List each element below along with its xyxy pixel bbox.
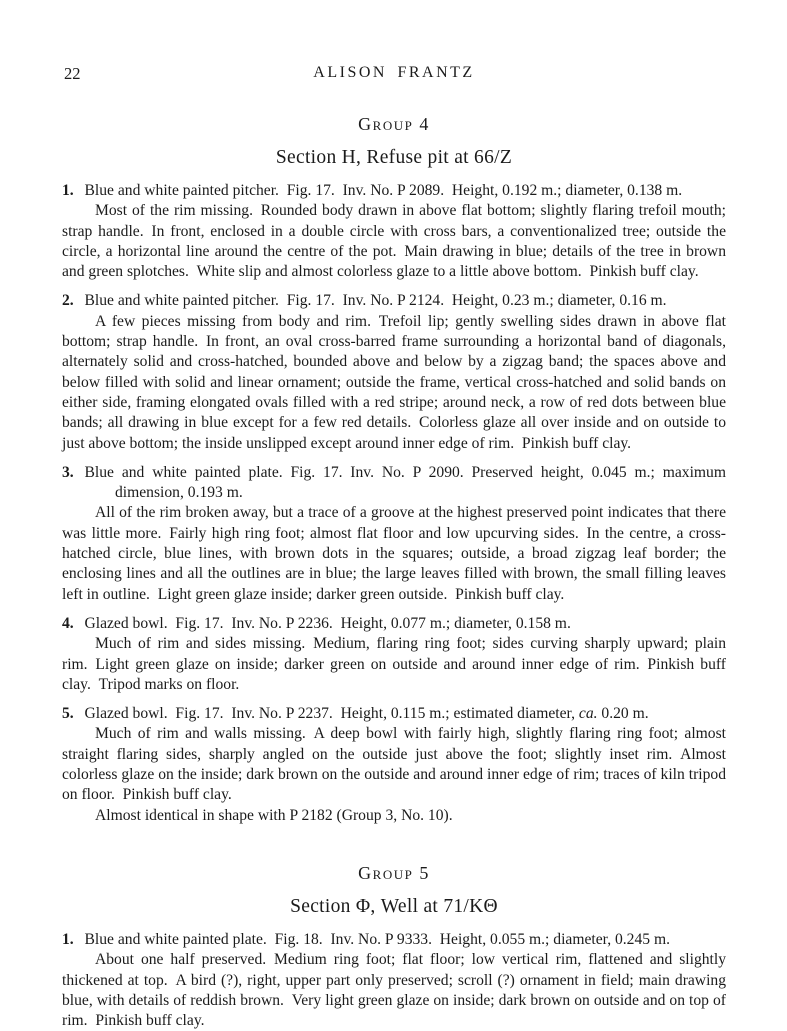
item-number: 3.	[62, 463, 82, 481]
item-heading	[62, 930, 726, 950]
item-number: 1.	[62, 182, 82, 199]
section-heading: Section Φ, Well at 71/KΘ	[290, 895, 498, 917]
catalog-item	[62, 463, 726, 605]
group-section	[62, 863, 726, 1031]
item-paragraph: All of the rim broken away, but a trace of a groove at the highest preserved point indicates that there was little more. Fairly high ring foot; almost flat floor and low upcurving sides. In the centre, a cross-hatched circle, blue lines, with brown dots in the squares; outside, a broad zigzag leaf border; the enclosing lines and all the outlines are in blue; the large leaves filled with brown, the small filling leaves left in outline. Light green glaze inside; darker green outside. Pinkish buff clay.	[62, 504, 726, 603]
catalog-item	[62, 930, 726, 1031]
item-heading-italic: ca.	[578, 705, 598, 723]
item-heading	[62, 463, 726, 504]
item-paragraph: Almost identical in shape with P 2182 (Group 3, No. 10).	[95, 806, 453, 824]
items-list	[62, 930, 726, 1031]
catalog-item	[62, 291, 726, 453]
item-heading-text: 0.20 m.	[597, 705, 649, 723]
page-number: 22	[64, 64, 81, 83]
group-section	[62, 114, 726, 826]
item-heading-text: Blue and white painted pitcher. Fig. 17. Inv. No. P 2124. Height, 0.23 m.; diameter, 0.16 m.	[84, 292, 667, 310]
item-heading-text: Blue and white painted plate. Fig. 18. Inv. No. P 9333. Height, 0.055 m.; diameter, 0.245 m.	[84, 930, 671, 948]
item-heading	[62, 181, 726, 201]
item-heading	[62, 291, 726, 311]
running-head-row	[62, 64, 726, 83]
groups	[62, 114, 726, 1031]
catalog-item	[62, 614, 726, 695]
catalog-item	[62, 181, 726, 282]
group-heading: Group 4	[358, 114, 430, 134]
item-number: 1.	[62, 930, 82, 948]
item-heading-text: Glazed bowl. Fig. 17. Inv. No. P 2236. Height, 0.077 m.; diameter, 0.158 m.	[84, 614, 571, 632]
item-heading-text: Glazed bowl. Fig. 17. Inv. No. P 2237. Height, 0.115 m.; estimated diameter,	[84, 705, 579, 723]
item-heading	[62, 614, 726, 634]
item-heading-text: Blue and white painted pitcher. Fig. 17. Inv. No. P 2089. Height, 0.192 m.; diameter, 0.138 m.	[84, 182, 683, 199]
item-heading-text: Blue and white painted plate. Fig. 17. Inv. No. P 2090. Preserved height, 0.045 m.; maximum dimension, 0.193 m.	[84, 463, 726, 502]
item-number: 4.	[62, 614, 82, 632]
items-list	[62, 181, 726, 826]
item-number: 5.	[62, 705, 82, 723]
item-number: 2.	[62, 292, 82, 310]
item-paragraph: About one half preserved. Medium ring foot; flat floor; low vertical rim, flattened and slightly thickened at top. A bird (?), right, upper part only preserved; scroll (?) ornament in field; main drawing blue, with details of reddish brown. Very light green glaze on inside; dark brown on outside and on top of rim. Pinkish buff clay.	[62, 951, 726, 1030]
catalog-item	[62, 704, 726, 826]
item-paragraph: Most of the rim missing. Rounded body drawn in above flat bottom; slightly flaring trefoil mouth; strap handle. In front, enclosed in a double circle with cross bars, a conventionalized tree; outside the circle, a horizontal line around the centre of the pot. Main drawing in blue; details of the tree in brown and green splotches. White slip and almost colorless glaze to a little above bottom. Pinkish buff clay.	[62, 202, 726, 281]
running-head: ALISON FRANTZ	[313, 64, 475, 81]
section-heading: Section H, Refuse pit at 66/Z	[275, 147, 513, 168]
item-heading	[62, 704, 726, 724]
item-paragraph: A few pieces missing from body and rim. Trefoil lip; gently swelling sides drawn in above flat bottom; strap handle. In front, an oval cross-barred frame surrounding a horizontal band of diagonals, alternately solid and cross-hatched, bounded above and below by a zigzag band; the spaces above and below filled with solid and linear ornament; outside the frame, vertical cross-hatched and solid bands on either side, framing elongated ovals filled with a red stripe; around neck, a row of red dots between blue bands; all drawing in blue except for a few red details. Colorless glaze all over inside and on outside to just above bottom; the inside unslipped except around inner edge of rim. Pinkish buff clay.	[62, 312, 726, 452]
item-paragraph: Much of rim and walls missing. A deep bowl with fairly high, slightly flaring ring foot; almost straight flaring sides, sharply angled on the outside just above the foot; slightly inset rim. Almost colorless glaze on the inside; dark brown on the outside and around inner edge of rim; traces of kiln tripod on floor. Pinkish buff clay.	[62, 725, 726, 804]
group-heading: Group 5	[358, 862, 430, 883]
item-paragraph: Much of rim and sides missing. Medium, flaring ring foot; sides curving sharply upward; plain rim. Light green glaze on inside; darker green on outside and around inner edge of rim. Pinkish buff clay. Tripod marks on floor.	[62, 635, 726, 693]
